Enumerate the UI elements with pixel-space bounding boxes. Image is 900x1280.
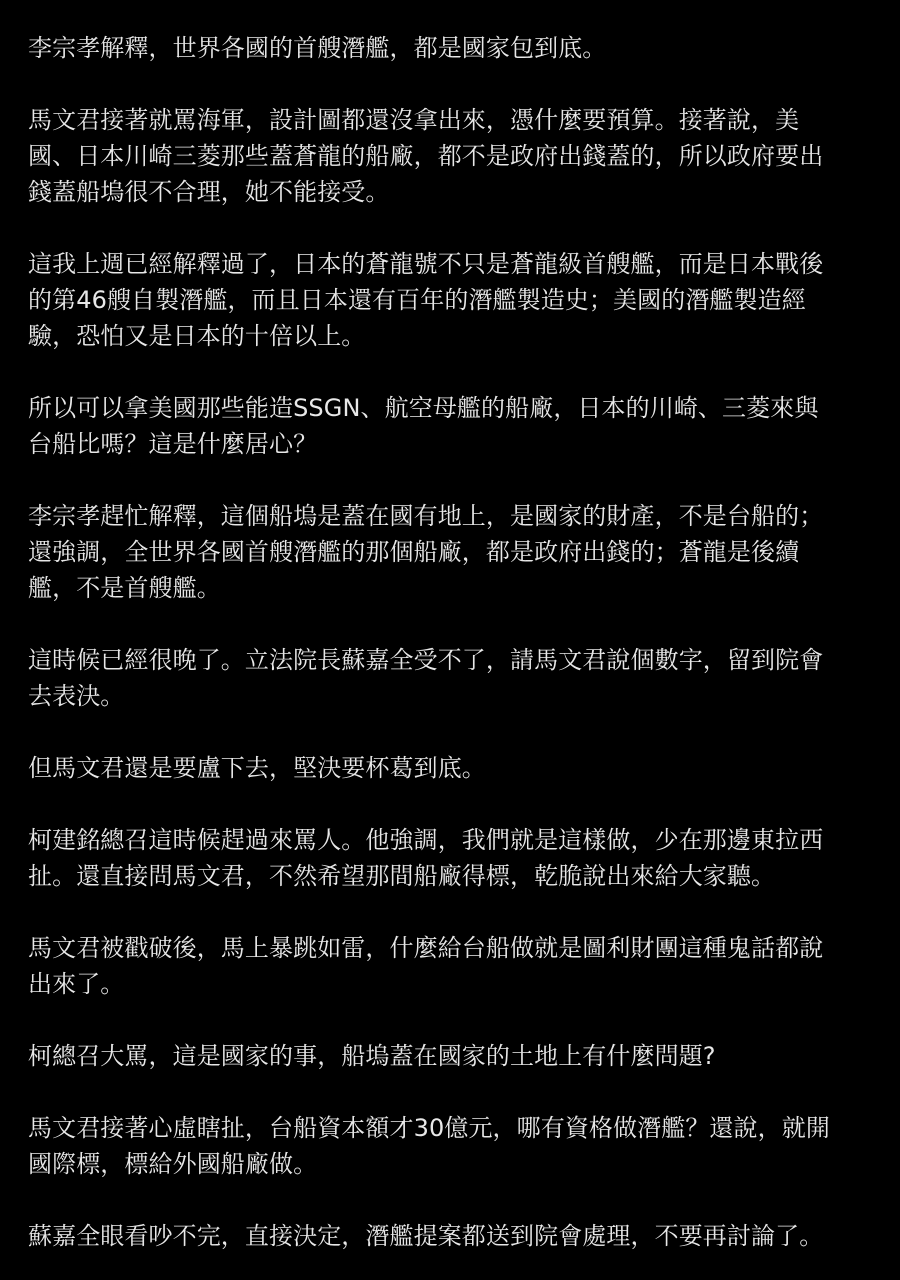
post-paragraph: 這我上週已經解釋過了，日本的蒼龍號不只是蒼龍級首艘艦，而是日本戰後 的第46艘自製潛艦，而且日本還有百年的潛艦製造史；美國的潛艦製造經 驗，恐怕又是日本的十倍以上。	[28, 250, 824, 350]
post-paragraph: 李宗孝趕忙解釋，這個船塢是蓋在國有地上，是國家的財產，不是台船的； 還強調，全世界各國首艘潛艦的那個船廠，都是政府出錢的；蒼龍是後續 艦，不是首艘艦。	[28, 502, 824, 602]
post-paragraph: 馬文君接著心虛瞎扯，台船資本額才30億元，哪有資格做潛艦？還說，就開 國際標，標給外國船廠做。	[28, 1114, 830, 1178]
post-paragraph: 柯總召大罵，這是國家的事，船塢蓋在國家的土地上有什麼問題?	[28, 1042, 716, 1070]
post-paragraph: 馬文君被戳破後，馬上暴跳如雷，什麼給台船做就是圖利財團這種鬼話都說 出來了。	[28, 934, 824, 998]
post-paragraph: 所以可以拿美國那些能造SSGN、航空母艦的船廠，日本的川崎、三菱來與 台船比嗎？這是什麼居心？	[28, 394, 819, 458]
post-paragraph: 柯建銘總召這時候趕過來罵人。他強調，我們就是這樣做，少在那邊東拉西 扯。還直接問馬文君，不然希望那間船廠得標，乾脆說出來給大家聽。	[28, 826, 824, 890]
post-paragraph: 這時候已經很晚了。立法院長蘇嘉全受不了，請馬文君說個數字，留到院會 去表決。	[28, 646, 824, 710]
post-paragraph: 馬文君接著就罵海軍，設計圖都還沒拿出來，憑什麼要預算。接著說，美 國、日本川崎三菱那些蓋蒼龍的船廠，都不是政府出錢蓋的，所以政府要出 錢蓋船塢很不合理，她不能接受。	[28, 106, 824, 206]
post-paragraph: 但馬文君還是要盧下去，堅決要杯葛到底。	[28, 754, 486, 782]
post-paragraph: 蘇嘉全眼看吵不完，直接決定，潛艦提案都送到院會處理，不要再討論了。	[28, 1222, 824, 1250]
post-paragraph: 李宗孝解釋，世界各國的首艘潛艦，都是國家包到底。	[28, 34, 607, 62]
